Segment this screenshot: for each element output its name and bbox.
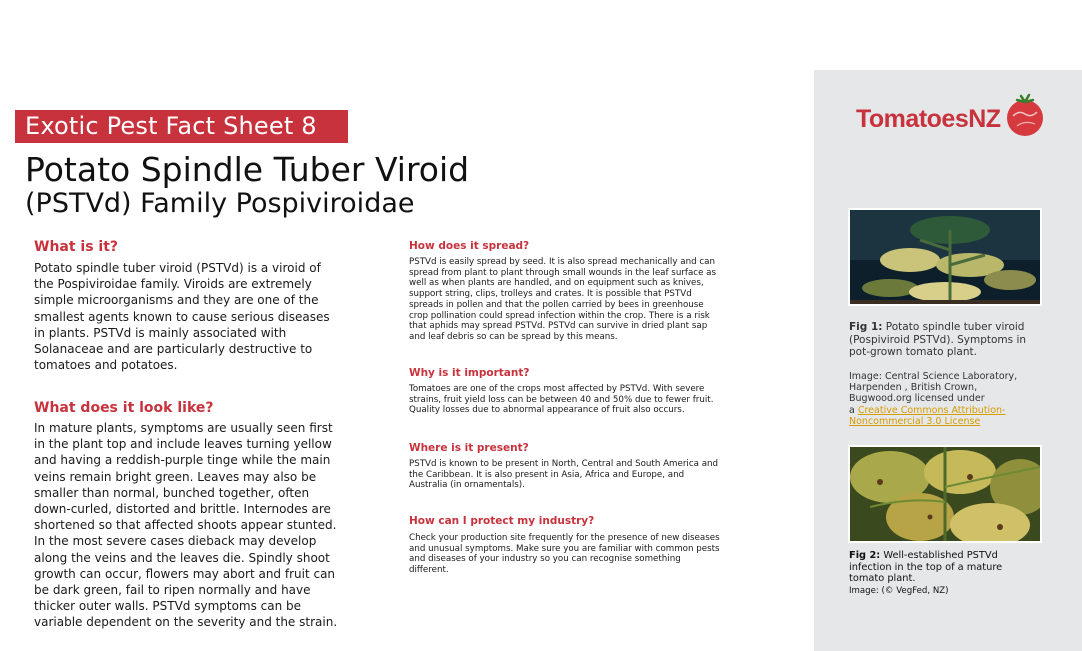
look-like-heading: What does it look like? <box>34 400 214 416</box>
infected-plant-image <box>850 447 1042 543</box>
protect-heading: How can I protect my industry? <box>409 515 595 527</box>
fact-sheet-banner: Exotic Pest Fact Sheet 8 <box>15 110 348 143</box>
fig1-credit <box>849 371 1039 427</box>
fig1-label: Fig 1: <box>849 321 883 333</box>
important-heading: Why is it important? <box>409 367 530 379</box>
what-is-it-heading: What is it? <box>34 239 119 255</box>
spread-heading: How does it spread? <box>409 240 530 252</box>
fig2-caption <box>849 550 1039 585</box>
tomato-icon <box>1003 92 1047 138</box>
fig2-label: Fig 2: <box>849 550 881 561</box>
fig1-caption <box>849 321 1039 359</box>
important-body: Tomatoes are one of the crops most affected by PSTVd. With severe strains, fruit yield loss can be between 40 and 50% due to fewer fruit. Quality losses due to abnormal appearance of fruit also occurs. <box>409 384 714 416</box>
present-heading: Where is it present? <box>409 442 529 454</box>
present-body: PSTVd is known to be present in North, Central and South America and the Caribbean. It is also present in Asia, Africa and Europe, and Australia (in ornamentals). <box>409 459 719 491</box>
fig1-credit-prefix: a <box>849 404 858 416</box>
page-title: Potato Spindle Tuber Viroid <box>25 150 470 189</box>
fig1-credit-text: Image: Central Science Laboratory, Harpenden , British Crown, Bugwood.org licensed under <box>849 371 1018 405</box>
protect-body: Check your production site frequently for the presence of new diseases and unusual symptoms. Make sure you are familiar with common pests and diseases of your industry so you can recognise something different. <box>409 533 720 576</box>
tomatoesnz-logo <box>856 100 1047 138</box>
fig2-photo <box>848 445 1042 543</box>
spread-body: PSTVd is easily spread by seed. It is also spread mechanically and can spread from plant to plant through small wounds in the leaf surface as well as when plants are handled, and on equipment such as knives, support string, clips, trolleys and crates. It is possible that PSTVd spreads in pollen and that the pollen carried by bees in greenhouse crop pollination could spread infection within the crop. There is a risk that aphids may spread PSTVd. PSTVd can survive in dried plant sap and leaf debris so can be spread by this means. <box>409 257 717 342</box>
fig1-caption-text: Potato spindle tuber viroid (Pospiviroid PSTVd). Symptoms in pot-grown tomato plant. <box>849 321 1027 358</box>
logo-wordmark: TomatoesNZ <box>856 104 1001 133</box>
fig2-caption-text: Well-established PSTVd infection in the top of a mature tomato plant. <box>849 550 1003 585</box>
license-link[interactable]: Creative Commons Attribution-Noncommercial 3.0 License <box>849 404 1006 427</box>
fig1-photo <box>848 208 1042 306</box>
tomato-plant-image <box>850 210 1042 306</box>
fig2-credit: Image: (© VegFed, NZ) <box>849 586 949 596</box>
what-is-it-body: Potato spindle tuber viroid (PSTVd) is a viroid of the Pospiviroidae family. Viroids are extremely simple microorganisms and they are one of the smallest agents known to cause serious diseases in plants. PSTVd is mainly associated with Solanaceae and are particularly destructive to tomatoes and potatoes. <box>34 261 330 373</box>
page-subtitle: (PSTVd) Family Pospiviroidae <box>25 188 415 219</box>
look-like-body: In mature plants, symptoms are usually seen first in the plant top and include leaves turning yellow and having a reddish-purple tinge while the main veins remain bright green. Leaves may also be smaller than normal, bunched together, often down-curled, distorted and brittle. Internodes are shortened so that affected shoots appear stunted. In the most severe cases dieback may develop along the veins and the leaves die. Spindly shoot growth can occur, flowers may abort and fruit can be dark green, fail to ripen normally and have thicker outer walls. PSTVd symptoms can be variable dependent on the severity and the strain. <box>34 421 338 630</box>
